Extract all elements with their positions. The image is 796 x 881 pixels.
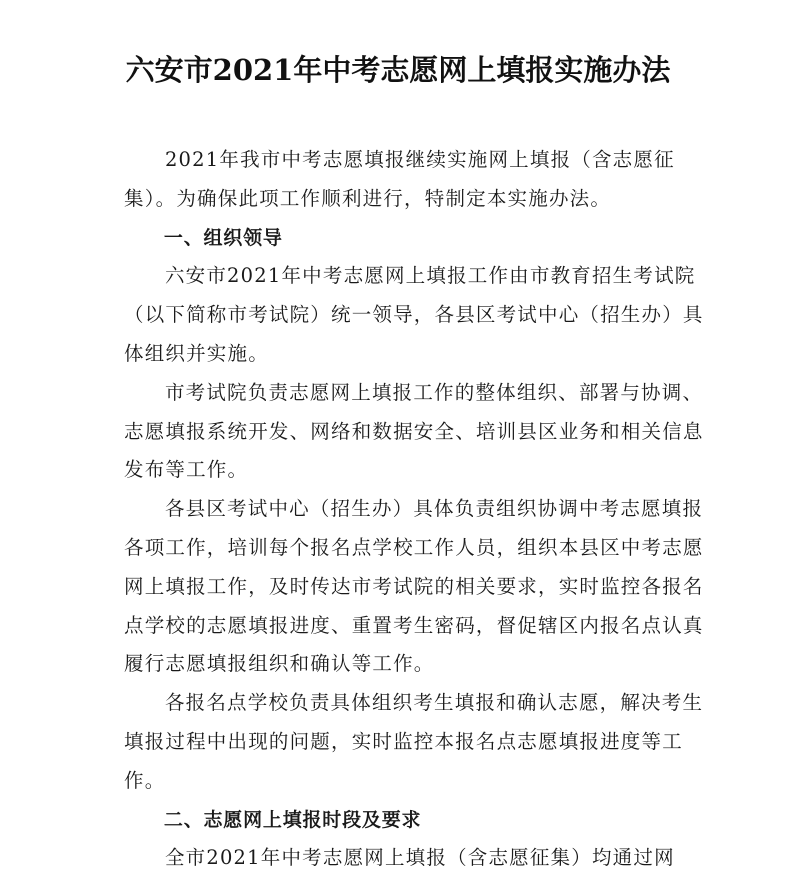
body-paragraph-4: 各报名点学校负责具体组织考生填报和确认志愿，解决考生填报过程中出现的问题，实时监控本报名点志愿填报进度等工作。: [124, 691, 704, 792]
section-heading-2: 二、志愿网上填报时段及要求: [163, 808, 422, 831]
body-paragraph-2: 市考试院负责志愿网上填报工作的整体组织、部署与协调、志愿填报系统开发、网络和数据安全、培训县区业务和相关信息发布等工作。: [124, 380, 704, 482]
document-body: [124, 141, 704, 878]
section-heading-1: 一、组织领导: [163, 226, 283, 249]
document-title: 六安市2021年中考志愿网上填报实施办法: [125, 53, 671, 87]
body-paragraph-3: 各县区考试中心（招生办）具体负责组织协调中考志愿填报各项工作，培训每个报名点学校工作人员，组织本县区中考志愿网上填报工作，及时传达市考试院的相关要求，实时监控各报名点学校的志愿填报进度、重置考生密码，督促辖区内报名点认真履行志愿填报组织和确认等工作。: [124, 497, 704, 676]
intro-paragraph: 2021年我市中考志愿填报继续实施网上填报（含志愿征集）。为确保此项工作顺利进行，特制定本实施办法。: [124, 148, 675, 210]
body-paragraph-1: 六安市2021年中考志愿网上填报工作由市教育招生考试院（以下简称市考试院）统一领导，各县区考试中心（招生办）具体组织并实施。: [124, 264, 704, 365]
body-paragraph-5: 全市2021年中考志愿网上填报（含志愿征集）均通过网: [164, 846, 675, 870]
